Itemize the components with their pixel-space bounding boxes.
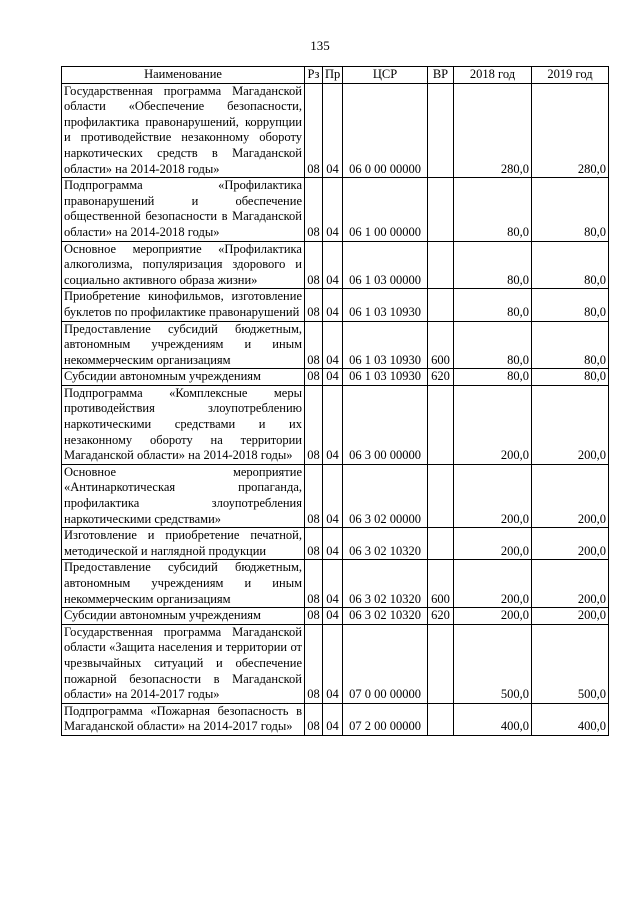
row-name: Основное мероприятие «Антинаркотическая пропаганда, профилактика злоупотребления наркотическими средствами» (62, 464, 305, 527)
row-2019: 400,0 (532, 703, 609, 735)
table-row (62, 608, 609, 625)
row-name: Подпрограмма «Комплексные меры противодействия злоупотреблению наркотическими средствами и их незаконному обороту на территории Магаданской области» на 2014-2018 годы» (62, 385, 305, 464)
row-2018: 200,0 (454, 528, 532, 560)
table-row (62, 385, 609, 464)
header-2019: 2019 год (532, 67, 609, 84)
table-row (62, 178, 609, 241)
row-csr: 07 0 00 00000 (343, 624, 428, 703)
row-2019: 500,0 (532, 624, 609, 703)
header-csr: ЦСР (343, 67, 428, 84)
row-2018: 280,0 (454, 83, 532, 178)
row-name: Подпрограмма «Профилактика правонарушений и обеспечение общественной безопасности в Магаданской области» на 2014-2018 годы» (62, 178, 305, 241)
row-pr: 04 (323, 241, 343, 289)
row-vr (428, 624, 454, 703)
table-header-row (62, 67, 609, 84)
row-pr: 04 (323, 624, 343, 703)
row-csr: 06 3 02 00000 (343, 464, 428, 527)
row-csr: 06 1 03 10930 (343, 369, 428, 386)
row-vr (428, 703, 454, 735)
row-vr (428, 178, 454, 241)
row-vr (428, 385, 454, 464)
row-name: Приобретение кинофильмов, изготовление буклетов по профилактике правонарушений (62, 289, 305, 321)
row-csr: 06 0 00 00000 (343, 83, 428, 178)
row-2019: 280,0 (532, 83, 609, 178)
row-csr: 06 3 02 10320 (343, 528, 428, 560)
row-pr: 04 (323, 560, 343, 608)
table-row (62, 464, 609, 527)
row-csr: 07 2 00 00000 (343, 703, 428, 735)
row-rz: 08 (305, 385, 323, 464)
row-2018: 500,0 (454, 624, 532, 703)
table-row (62, 703, 609, 735)
header-rz: Рз (305, 67, 323, 84)
table-row (62, 83, 609, 178)
row-pr: 04 (323, 464, 343, 527)
row-rz: 08 (305, 241, 323, 289)
table-row (62, 369, 609, 386)
row-rz: 08 (305, 608, 323, 625)
row-2019: 200,0 (532, 608, 609, 625)
row-2019: 80,0 (532, 241, 609, 289)
row-2018: 200,0 (454, 464, 532, 527)
row-2018: 400,0 (454, 703, 532, 735)
row-name: Предоставление субсидий бюджетным, автономным учреждениям и иным некоммерческим организациям (62, 321, 305, 369)
row-2019: 200,0 (532, 528, 609, 560)
row-csr: 06 1 03 10930 (343, 321, 428, 369)
row-vr (428, 289, 454, 321)
row-pr: 04 (323, 83, 343, 178)
row-name: Предоставление субсидий бюджетным, автономным учреждениям и иным некоммерческим организациям (62, 560, 305, 608)
row-rz: 08 (305, 369, 323, 386)
row-2019: 80,0 (532, 321, 609, 369)
row-vr: 600 (428, 321, 454, 369)
row-2019: 80,0 (532, 289, 609, 321)
row-2018: 80,0 (454, 369, 532, 386)
row-2018: 80,0 (454, 289, 532, 321)
row-pr: 04 (323, 369, 343, 386)
row-vr: 600 (428, 560, 454, 608)
row-name: Основное мероприятие «Профилактика алкоголизма, популяризация здорового и социально активного образа жизни» (62, 241, 305, 289)
page-number: 135 (310, 38, 330, 53)
row-rz: 08 (305, 178, 323, 241)
row-pr: 04 (323, 608, 343, 625)
row-csr: 06 3 00 00000 (343, 385, 428, 464)
row-pr: 04 (323, 703, 343, 735)
row-vr (428, 528, 454, 560)
table-row (62, 560, 609, 608)
row-name: Государственная программа Магаданской области «Защита населения и территории от чрезвычайных ситуаций и обеспечение пожарной безопасности в Магаданской области» на 2014-2017 годы» (62, 624, 305, 703)
row-rz: 08 (305, 624, 323, 703)
header-vr: ВР (428, 67, 454, 84)
row-2018: 80,0 (454, 178, 532, 241)
row-2018: 200,0 (454, 385, 532, 464)
row-name: Субсидии автономным учреждениям (62, 608, 305, 625)
row-vr: 620 (428, 608, 454, 625)
row-csr: 06 1 00 00000 (343, 178, 428, 241)
row-name: Субсидии автономным учреждениям (62, 369, 305, 386)
row-vr: 620 (428, 369, 454, 386)
row-2019: 200,0 (532, 385, 609, 464)
row-pr: 04 (323, 528, 343, 560)
row-csr: 06 1 03 10930 (343, 289, 428, 321)
row-2018: 80,0 (454, 241, 532, 289)
row-rz: 08 (305, 83, 323, 178)
table-row (62, 528, 609, 560)
row-rz: 08 (305, 703, 323, 735)
row-2018: 200,0 (454, 608, 532, 625)
row-vr (428, 241, 454, 289)
row-rz: 08 (305, 289, 323, 321)
row-2018: 80,0 (454, 321, 532, 369)
row-rz: 08 (305, 560, 323, 608)
row-2019: 200,0 (532, 560, 609, 608)
row-rz: 08 (305, 321, 323, 369)
row-2019: 80,0 (532, 178, 609, 241)
row-pr: 04 (323, 178, 343, 241)
row-name: Государственная программа Магаданской области «Обеспечение безопасности, профилактика правонарушений, коррупции и противодействие незаконному обороту наркотических средств в Магаданской области» на 2014-2018 годы» (62, 83, 305, 178)
row-rz: 08 (305, 464, 323, 527)
table-row (62, 624, 609, 703)
header-name: Наименование (62, 67, 305, 84)
row-csr: 06 3 02 10320 (343, 608, 428, 625)
row-pr: 04 (323, 289, 343, 321)
table-row (62, 241, 609, 289)
table-row (62, 289, 609, 321)
row-2019: 80,0 (532, 369, 609, 386)
row-vr (428, 464, 454, 527)
row-pr: 04 (323, 321, 343, 369)
header-pr: Пр (323, 67, 343, 84)
row-vr (428, 83, 454, 178)
row-2018: 200,0 (454, 560, 532, 608)
budget-table (61, 66, 609, 736)
row-csr: 06 3 02 10320 (343, 560, 428, 608)
header-2018: 2018 год (454, 67, 532, 84)
row-name: Подпрограмма «Пожарная безопасность в Магаданской области» на 2014-2017 годы» (62, 703, 305, 735)
table-row (62, 321, 609, 369)
row-pr: 04 (323, 385, 343, 464)
row-csr: 06 1 03 00000 (343, 241, 428, 289)
row-rz: 08 (305, 528, 323, 560)
row-name: Изготовление и приобретение печатной, методической и наглядной продукции (62, 528, 305, 560)
row-2019: 200,0 (532, 464, 609, 527)
